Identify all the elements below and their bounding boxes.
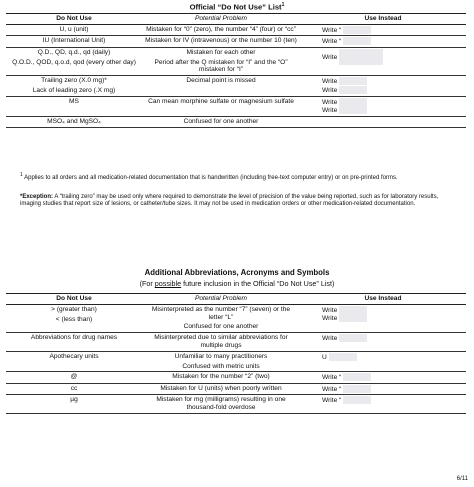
redacted-block (343, 385, 371, 393)
redacted-block (343, 396, 371, 404)
do-not-use-cell-text: IU (International Unit) (42, 37, 106, 45)
do-not-use-cell-text: Lack of leading zero (.X mg) (32, 87, 116, 95)
use-instead-line (322, 77, 464, 86)
table-row (6, 24, 466, 36)
use-instead-line (322, 334, 464, 343)
use-instead-cell (300, 116, 466, 127)
potential-problem-cell-text: Confused with metric units (182, 362, 260, 370)
use-instead-cell (300, 47, 466, 75)
do-not-use-cell-text: Abbreviations for drug names (30, 334, 118, 342)
use-instead-cell-text: Write “ (322, 38, 342, 46)
use-instead-line (322, 353, 464, 362)
use-instead-cell-text: Write (322, 306, 338, 314)
redacted-block (339, 306, 367, 314)
list2-subtitle: (For possible future inclusion in the Official “Do Not Use” List) (139, 279, 335, 288)
do-not-use-cell-text: Q.D., QD, q.d., qd (daily) (37, 48, 111, 56)
potential-problem-cell-text: Confused for one another (183, 323, 259, 331)
use-instead-cell-text: U (322, 353, 327, 361)
redacted-block (339, 49, 383, 65)
do-not-use-cell (6, 36, 142, 48)
use-instead-cell (300, 395, 466, 414)
list2-title: Additional Abbreviations, Acronyms and Symbols (144, 268, 330, 277)
do-not-use-cell (6, 116, 142, 127)
use-instead-cell-text: Write (322, 78, 338, 86)
table-row (6, 36, 466, 48)
do-not-use-cell-text: Apothecary units (49, 352, 99, 360)
use-instead-cell-text: Write (322, 86, 338, 94)
do-not-use-cell (6, 372, 142, 384)
use-instead-line (322, 385, 464, 394)
potential-problem-cell (142, 116, 300, 127)
potential-problem-cell-text: Mistaken for U (units) when poorly written (160, 384, 282, 392)
use-instead-line (322, 49, 464, 65)
redacted-block (343, 37, 371, 45)
potential-problem-cell (142, 304, 300, 332)
do-not-use-cell (6, 47, 142, 75)
potential-problem-cell (142, 333, 300, 352)
page-footer-date: 6/11 (456, 476, 468, 482)
redacted-block (339, 77, 367, 85)
use-instead-line (322, 306, 464, 315)
use-instead-cell-text: Write “ (322, 26, 342, 34)
do-not-use-cell (6, 76, 142, 97)
table-row (6, 395, 466, 414)
table-header-row (6, 14, 466, 25)
do-not-use-cell-text: < (less than) (55, 315, 93, 323)
table-row (6, 76, 466, 97)
footnote-1: $^1$ Applies to all orders and all medication-related documentation that is handwritten (including free-text computer entry) or on pre-printed forms. (20, 172, 398, 181)
table-row (6, 47, 466, 75)
potential-problem-cell-text: Period after the Q mistaken for “I” and the “O” mistaken for “I” (154, 58, 288, 74)
do-not-use-cell-text: Trailing zero (X.0 mg)* (41, 77, 107, 85)
use-instead-cell (300, 304, 466, 332)
table-header-row (6, 294, 466, 305)
do-not-use-cell-text: @ (70, 373, 78, 381)
do-not-use-cell (6, 351, 142, 372)
do-not-use-cell-text: > (greater than) (51, 305, 97, 313)
potential-problem-cell (142, 383, 300, 395)
use-instead-cell-text: Write (322, 53, 338, 61)
use-instead-cell (300, 383, 466, 395)
use-instead-cell (300, 76, 466, 97)
header-potential-problem: Potential Problem (142, 14, 300, 25)
potential-problem-cell-text: Confused for one another (183, 117, 259, 125)
potential-problem-cell-text: Mistaken for the number “2” (two) (172, 373, 270, 381)
use-instead-line (322, 396, 464, 405)
additional-abbreviations-table (6, 293, 466, 414)
redacted-block (343, 26, 371, 34)
redacted-block (329, 353, 357, 361)
header-do-not-use: Do Not Use (6, 14, 142, 25)
do-not-use-cell (6, 395, 142, 414)
redacted-block (343, 373, 371, 381)
use-instead-line (322, 86, 464, 95)
table-row (6, 351, 466, 372)
do-not-use-cell-text: MS (69, 97, 79, 105)
use-instead-cell (300, 351, 466, 372)
list1-title: Official “Do Not Use” List$^1$ (189, 2, 285, 12)
use-instead-cell (300, 333, 466, 352)
use-instead-cell-text: Write “ (322, 385, 342, 393)
table-row (6, 116, 466, 127)
do-not-use-cell (6, 304, 142, 332)
redacted-block (339, 334, 367, 342)
use-instead-cell-text: Write (322, 107, 338, 115)
use-instead-cell-text: Write “ (322, 374, 342, 382)
do-not-use-cell-text: Q.O.D., QOD, q.o.d, qod (every other day) (12, 58, 136, 66)
potential-problem-cell-text: Misinterpreted due to similar abbreviations for multiple drugs (154, 334, 288, 349)
use-instead-cell-text: Write “ (322, 397, 342, 405)
do-not-use-cell-text: MSO₄ and MgSO₄ (47, 117, 101, 125)
use-instead-cell (300, 36, 466, 48)
potential-problem-cell (142, 372, 300, 384)
redacted-block (339, 314, 367, 322)
use-instead-line (322, 373, 464, 382)
do-not-use-cell (6, 96, 142, 116)
redacted-block (339, 106, 367, 114)
do-not-use-cell (6, 24, 142, 36)
use-instead-cell (300, 24, 466, 36)
redacted-block (339, 86, 367, 94)
table-row (6, 383, 466, 395)
do-not-use-cell (6, 333, 142, 352)
use-instead-line (322, 314, 464, 323)
use-instead-cell-text: Write (322, 315, 338, 323)
do-not-use-cell-text: U, u (unit) (59, 25, 89, 33)
use-instead-line (322, 26, 464, 35)
use-instead-cell (300, 96, 466, 116)
potential-problem-cell (142, 76, 300, 97)
potential-problem-cell (142, 351, 300, 372)
use-instead-line (322, 37, 464, 46)
header-potential-problem: Potential Problem (142, 294, 300, 305)
potential-problem-cell-text: Mistaken for mg (milligrams) resulting in one thousand-fold overdose (156, 396, 286, 412)
table-row (6, 96, 466, 116)
footnote-exception: *Exception: A “trailing zero” may be used only where required to demonstrate the level of precision of the value being reported, such as for laboratory results, imaging studies that report size of lesions, or catheter/tube sizes. It may not be used in medication orders or other medication-related documentation. (20, 194, 439, 208)
use-instead-cell-text: Write (322, 98, 338, 106)
potential-problem-cell-text: Mistaken for IV (intravenous) or the number 10 (ten) (145, 37, 297, 45)
potential-problem-cell (142, 24, 300, 36)
do-not-use-table (6, 13, 466, 128)
potential-problem-cell-text: Mistaken for “0” (zero), the number “4” (four) or “cc” (146, 25, 296, 33)
table-row (6, 372, 466, 384)
potential-problem-cell (142, 395, 300, 414)
use-instead-line (322, 98, 464, 107)
potential-problem-cell (142, 96, 300, 116)
potential-problem-cell-text: Unfamiliar to many practitioners (174, 352, 268, 360)
do-not-use-cell (6, 383, 142, 395)
do-not-use-cell-text: µg (70, 396, 78, 404)
redacted-block (339, 98, 367, 106)
potential-problem-cell-text: Misinterpreted as the number “7” (seven) or the letter “L” (151, 305, 291, 321)
use-instead-cell-text: Write (322, 334, 338, 342)
potential-problem-cell-text: Mistaken for each other (186, 48, 256, 56)
header-use-instead: Use Instead (300, 14, 466, 25)
potential-problem-cell-text: Decimal point is missed (186, 77, 256, 85)
potential-problem-cell (142, 36, 300, 48)
do-not-use-cell-text: cc (70, 384, 78, 392)
potential-problem-cell-text: Can mean morphine sulfate or magnesium sulfate (148, 97, 294, 105)
use-instead-cell (300, 372, 466, 384)
table-row (6, 333, 466, 352)
header-do-not-use: Do Not Use (6, 294, 142, 305)
header-use-instead: Use Instead (300, 294, 466, 305)
potential-problem-cell (142, 47, 300, 75)
table-row (6, 304, 466, 332)
use-instead-line (322, 106, 464, 115)
